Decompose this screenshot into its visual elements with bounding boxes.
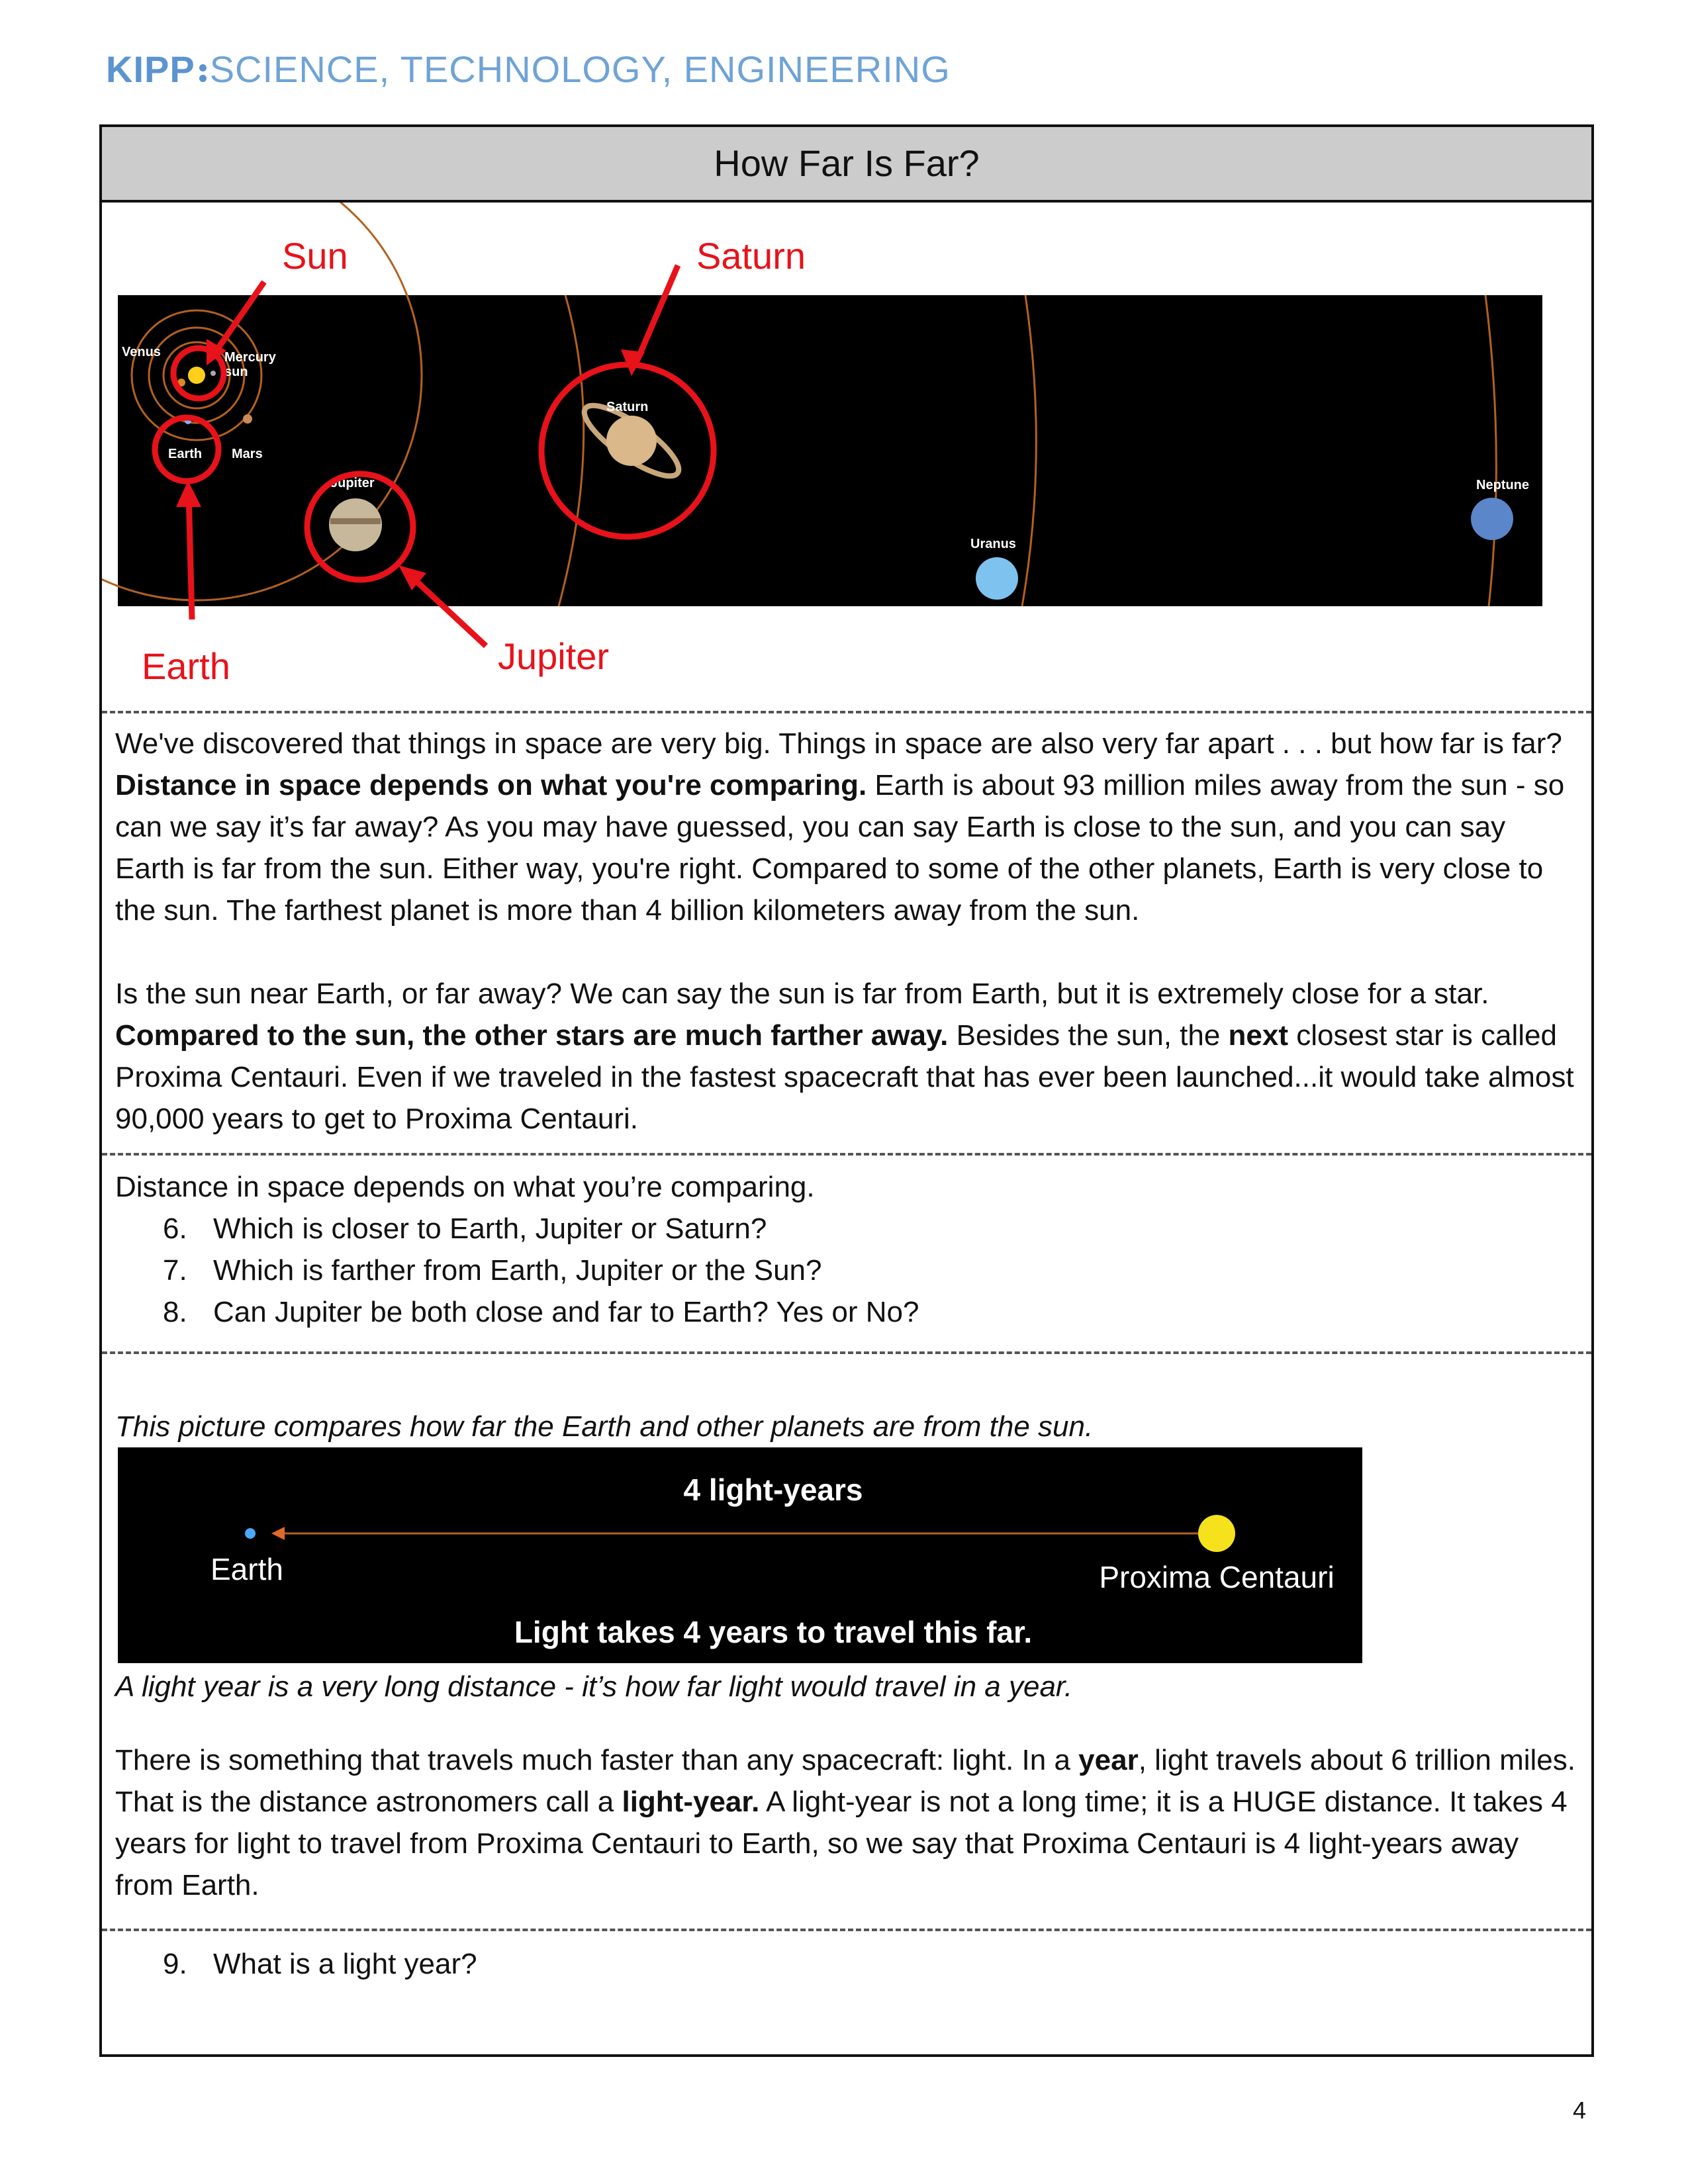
callout-jupiter: Jupiter: [498, 635, 610, 677]
callout-sun: Sun: [282, 235, 348, 277]
question-6: 6. Which is closer to Earth, Jupiter or Saturn?: [163, 1212, 767, 1245]
question-7: 7. Which is farther from Earth, Jupiter or the Sun?: [163, 1254, 822, 1287]
questions-6-8-section: [102, 1156, 1591, 1354]
solar-system-diagram: [102, 203, 1586, 711]
light-year-section: [102, 1354, 1591, 1931]
solar-diagram-section: [102, 203, 1591, 713]
label-earth: Earth: [168, 447, 203, 461]
arrow-earth: [189, 492, 192, 619]
label-mars: Mars: [232, 447, 263, 461]
question-9: 9. What is a light year?: [163, 1948, 477, 1980]
light-year-paragraph: There is something that travels much faster than any spacecraft: light. In a year, light travels about 6 trillion miles. That is the distance astronomers call a light-year. A light-year is not a long time; it is a HUGE distance. It takes 4 years for light to travel from Proxima Centauri to Earth, so we say that Proxima Centauri is 4 light-years away from Earth.: [115, 1744, 1575, 1901]
saturn-body: [606, 416, 657, 466]
reading-section: [102, 713, 1591, 1156]
label-venus: Venus: [122, 345, 161, 359]
lightyear-left-label: Earth: [211, 1552, 283, 1586]
uranus-body: [976, 557, 1018, 600]
question-9-section: [102, 1931, 1591, 2054]
page-title: How Far Is Far?: [102, 127, 1591, 203]
caption-bottom: A light year is a very long distance - it’s how far light would travel in a year.: [115, 1670, 1073, 1703]
caption-top: This picture compares how far the Earth and other planets are from the sun.: [115, 1410, 1094, 1443]
neptune-body: [1471, 498, 1513, 540]
label-sun-small: sun: [224, 365, 248, 379]
question-8: 8. Can Jupiter be both close and far to Earth? Yes or No?: [163, 1296, 919, 1328]
reading-paragraph-2: Is the sun near Earth, or far away? We can say the sun is far from Earth, but it is extremely close for a star. Compared to the sun, the other stars are much farther away. Besides the sun, the next closest star is called Proxima Centauri. Even if we traveled in the fastest spacecraft that has ever been launched...it would take almost 90,000 years to get to Proxima Centauri.: [115, 978, 1574, 1135]
label-saturn: Saturn: [606, 400, 649, 414]
label-neptune: Neptune: [1476, 478, 1529, 492]
jupiter-body: [329, 498, 382, 551]
space-background: [118, 295, 1542, 606]
key-idea-stars: Compared to the sun, the other stars are much farther away.: [115, 1019, 949, 1052]
key-idea-distance: Distance in space depends on what you're comparing.: [115, 769, 867, 801]
jupiter-band: [330, 518, 381, 524]
page-header: [106, 48, 951, 91]
earth-dot: [245, 1528, 256, 1539]
lightyear-right-label: Proxima Centauri: [1099, 1560, 1335, 1594]
brand-logo: KIPP: [106, 48, 195, 90]
light-year-figure: [118, 1447, 1362, 1663]
questions-intro: Distance in space depends on what you’re comparing.: [115, 1171, 815, 1203]
label-mercury: Mercury: [224, 350, 276, 365]
reading-paragraph-1: We've discovered that things in space are very big. Things in space are also very far apart . . . but how far is far? Distance in space depends on what you're comparing. Earth is about 93 million miles away from the sun - so can we say it’s far away? As you may have guessed, you can say Earth is close to the sun, and you can say Earth is far from the sun. Either way, you're right. Compared to some of the other planets, Earth is very close to the sun. The farthest planet is more than 4 billion kilometers away from the sun.: [115, 727, 1565, 927]
mars-body: [243, 414, 252, 424]
label-uranus: Uranus: [970, 537, 1016, 551]
logo-dots: [198, 59, 207, 85]
worksheet-frame: [99, 124, 1594, 2057]
label-jupiter: Jupiter: [330, 476, 375, 490]
lightyear-bottom-label: Light takes 4 years to travel this far.: [514, 1615, 1033, 1649]
page-number: 4: [1573, 2097, 1587, 2124]
lightyear-top-label: 4 light-years: [683, 1473, 863, 1507]
callout-earth: Earth: [142, 645, 230, 687]
callout-saturn: Saturn: [696, 235, 806, 277]
proxima-star: [1198, 1515, 1235, 1552]
sun-body: [188, 367, 205, 384]
header-subtitle: SCIENCE, TECHNOLOGY, ENGINEERING: [209, 48, 951, 90]
mercury-body: [211, 371, 216, 376]
